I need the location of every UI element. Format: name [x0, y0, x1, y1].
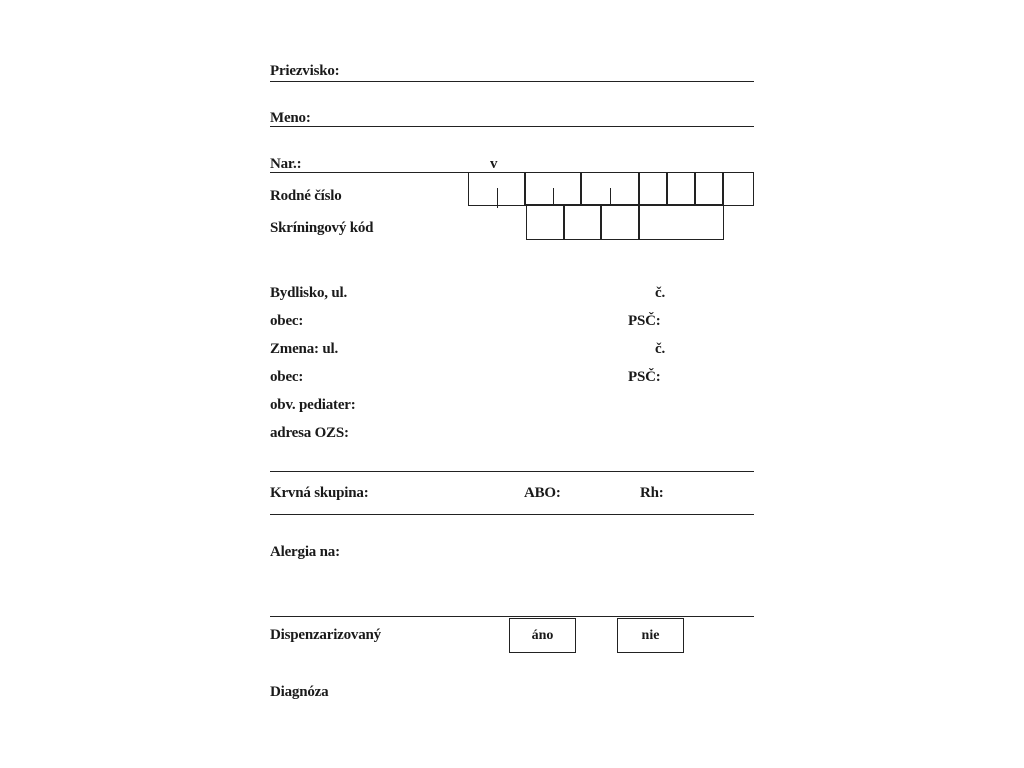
rh-label: Rh:	[640, 485, 664, 501]
surname-label: Priezvisko:	[270, 63, 340, 79]
birth-number-box-4[interactable]	[638, 172, 668, 206]
birth-label: Nar.:	[270, 156, 302, 172]
dispensary-label: Dispenzarizovaný	[270, 627, 381, 643]
birth-number-box-7[interactable]	[722, 172, 754, 206]
residence-number-label: č.	[655, 285, 666, 301]
surname-line	[270, 81, 754, 82]
blood-group-top-line	[270, 471, 754, 472]
allergy-bottom-line	[270, 616, 754, 617]
birth-number-box-5[interactable]	[666, 172, 696, 206]
no-option-label: nie	[641, 627, 660, 643]
screening-code-box-4[interactable]	[638, 204, 724, 240]
screening-code-box-1[interactable]	[526, 204, 565, 240]
residence-street-label: Bydlisko, ul.	[270, 285, 348, 301]
blood-group-label: Krvná skupina:	[270, 485, 369, 501]
postal-code-label: PSČ:	[628, 369, 661, 385]
name-label: Meno:	[270, 110, 311, 126]
birth-place-mark: v	[490, 156, 498, 172]
birth-number-divider	[497, 188, 498, 208]
allergy-label: Alergia na:	[270, 544, 340, 560]
postal-code-label: PSČ:	[628, 313, 661, 329]
municipality-label: obec:	[270, 313, 304, 329]
no-checkbox[interactable]	[617, 618, 684, 653]
change-street-label: Zmena: ul.	[270, 341, 339, 357]
municipality-label: obec:	[270, 369, 304, 385]
birth-number-box-6[interactable]	[694, 172, 724, 206]
pediatrician-label: obv. pediater:	[270, 397, 356, 413]
change-number-label: č.	[655, 341, 666, 357]
screening-code-box-3[interactable]	[600, 204, 640, 240]
yes-checkbox[interactable]	[509, 618, 576, 653]
ozs-address-label: adresa OZS:	[270, 425, 349, 441]
screening-code-label: Skríningový kód	[270, 220, 374, 236]
screening-code-box-2[interactable]	[563, 204, 602, 240]
diagnosis-label: Diagnóza	[270, 684, 329, 700]
yes-option-label: áno	[531, 627, 554, 643]
name-line	[270, 126, 754, 127]
blood-group-bottom-line	[270, 514, 754, 515]
abo-label: ABO:	[524, 485, 561, 501]
birth-number-label: Rodné číslo	[270, 188, 342, 204]
